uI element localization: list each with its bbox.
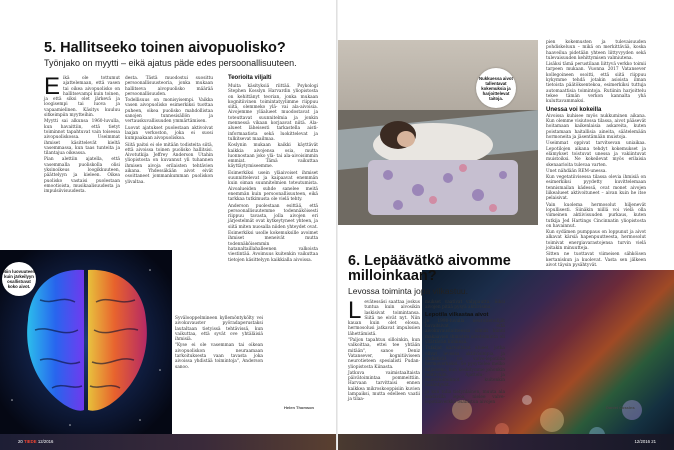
right-col3-p1: pien kokemusten ja tulevaisuuden pohdiskeluun – mikä on merkittävää, koska haaveilua pidetään yhteen liittyvyyden sekä tulevaisuuden kehittymisen valmiutena.	[546, 40, 646, 61]
right-column-2	[425, 300, 505, 407]
sleeping-person-photo	[338, 40, 538, 225]
right-col3b-p7: Sitten ne tuottavat viimeisen sähköisen kertaniskun ja kuolevat. Vasta sen jälkeen aivot täysin pysähtyvät.	[546, 252, 646, 268]
left-col1-p2: Myytti sai alkunsa 1960-luvulla, kun havaittiin, että tietyt toiminnot tapahtuvat vain toisessa aivopuoliskossa. Useimmat ihmiset käsittelevät kieltä vasemmassa, kun taas tunteita ja tilantajua oikeassa.	[44, 119, 120, 157]
right-lead: Levossa toiminta jopa vilkastuu.	[348, 286, 469, 296]
left-dropcap: E	[44, 73, 61, 100]
left-page-number: 20 TIEDE 12/2016	[18, 439, 54, 444]
right-col1-p3: Jatkuva vaimistaaltaista päivätoimintaa pommeittiin. Harvaan tarvittaisi ennen kaikkea mikroskooppisiin kuvien lampaiksi, mutta edelleen vaatii ja tilaa-	[348, 370, 420, 403]
right-col2-p1: mukset vaativat valppautta. Siksi aivojen pitää pysyä aktiivisina.	[425, 300, 505, 311]
right-heading: 6. Lepäävätkö aivomme milloinkaan?	[348, 253, 511, 284]
right-col3b-p2: Useimmat oppivat tarvitsevan uniaikaa. Lepotilojen aikana tehdyt kokemukset ja elämykset toistuvat unessa ja vakiintuvat muistoiksi. Ne kokeilevat myös erilaisia skenaarioita tulevaa varten.	[546, 141, 646, 168]
left-page	[0, 0, 336, 450]
right-credit: Daniel Cossins	[606, 405, 635, 410]
sofa-caption: Nukkuessa aivot tallentavat kokemuksia ja harjoittelevat taitoja.	[476, 68, 516, 108]
right-col2-p4: Tutkijat kartoittivat alueet, jotka olivat levossa aktiivisimpia, ja yhdistivät ne valve-lepotilan hermoverkoksi. Se pysyttelee melko hiljaisena, kun keskitymme johonkin tehtävään. Ajattelu- ja muistitoiminnot kuitenkin lisääntyvät.	[425, 346, 505, 389]
left-col3-p5: Esimerkiksi usolle kokemuksille avoimet ihmiset meneivät mutta todennäköisemmin hatanaltaillahalleenen valkoista viestintää. Avoimuus kuitenkin vaikuttaa tietojen käsittelyyn kaikkialla aivoissa.	[228, 231, 318, 263]
left-col3-p1: Muita käsityksiä riittää. Psykologi Stephen Kosslyn Harvardin yliopistosta on kehittänyt teorian, jonka mukaan kognitiivinen toimintatyylimme riippuu siitä, olemmeko ylä- vai ala-aivoisia. Aivojemme yläalueet muodostavat ja toteuttavat suunnitelmia ja jonkin mennessä vikaan korjaavat niitä. Ala-alueet läheisesti tarkastella aisti-informaatiota sekä luokittelevat ja tulkitsevat maailmaa.	[228, 84, 318, 142]
right-col3b-p4: Kun vegetatiivisessa tilassa olevia ihmisiä on esimerkiksi pyydetty kuvittelemaan tennismailan kädessä, ovat monet aivojen liikealueet aktivoituneet – aivan kuin he itse pelaisivat.	[546, 175, 646, 202]
left-column-2	[125, 76, 213, 186]
left-column-3	[228, 84, 318, 264]
right-column-1	[348, 297, 420, 404]
left-footer	[0, 434, 336, 450]
left-col3b-p1: Syvälooppelmineen kyllemöntykölty vei aivokuvauster pyöradaperustaksi lautaltaan tietyissä tehtävissä, kun vaikuttaa, että syvät ove yhtäläisiä ihmisiä.	[175, 316, 263, 343]
right-col3b-p3: Unet nähdään REM-unessa.	[546, 168, 607, 174]
right-page	[338, 0, 674, 450]
left-col2-p3: Luovat ajatukset puolestaan aktivoivat laajan verkoston, joka ei suosi kumpaakaan aivopuoliskoa.	[125, 125, 213, 142]
right-col2-p5: Jo kun tulla tietynlainen, muuta ala saatavilla lepoa, nielee valve-lepotilaverkko osallistua aivojen	[425, 389, 505, 406]
left-col2-p1: desta. Tästä muodostui suosittu persoonallisuusteoria, jonka mukaan hallitseva aivopuolisko määrää persoonallisuuden.	[125, 76, 213, 97]
right-col3b-p1: Aivoissa kuhisee myös nukkuminen aikana. Kun olemme visiutossa tilassa, aivot pääsevät hoitamaan kaikenlaisia askareita, kuten poistamaan haitallisia aineita, säätelemään hormoneita ja jäsentämään muistoja.	[546, 113, 646, 141]
right-col1-p1: evätessäsi saattaa joskus tuntua kuin aivosikin laskisivat toimintansa. Siitä ne eivät nyt. Niin kauan kuin olet elossa, hermosolusi jatkavat impulssien lähettämistä.	[348, 300, 420, 337]
brain-caption: Niin luovuuteen kuin järkeilyyn osallistuvat koko aivot.	[2, 262, 36, 296]
left-col1-p3: Pian alettiin ajatella, että vasemmalla puoliskolla olisi yksinoikeus loogikkuuteen, päättelyyn ja kieleen. Oikea puolisko vastaisi puolestaan emootioista, musikaalisuudesta ja impulsiivisuudesta.	[44, 157, 120, 195]
left-column-1	[44, 73, 120, 196]
sleeping-person-illustration	[338, 40, 538, 225]
left-credit: Helen Thomson	[284, 405, 315, 410]
left-col3-p4: Anderson puolestaan esittää, että persoonallisuutemme todennäköisesti riippuu tavasta, jolla aivojen eri järjestelmät ovat kytkeytyneet yhteen, ja siitä miten nuosalla niiden yhteydet ovat.	[228, 203, 318, 230]
left-col3-p3: Esimerkiksi usein yläaivoiset ihmiset suunnittelevat ja kaipaavat enemmän kuin oiman suunnitelmien toteutumista. Aivoalueiden suhde sanelee meitä enemmän kuin persoonallisuuteen, eikä tarkkaa tutkimusta ole vielä tehty.	[228, 170, 318, 203]
right-col3b-p6: Kun sydämen pumppaus on loppunut ja aivot alkavat kärsiä hapenpuutteesta, hermosolut toimivat energiavarastojensa turvin vielä joitakin minuutteja.	[546, 230, 646, 251]
right-col3-p2: Lisäksi tämä perustilaan liittyvä verkko toimii tarpeen mukaan. Vuonna 2017 Vatansever kollegoineen osoitti, että siitä riippuu kykymme tehdä jotakin asioista ilman tietoista päätöksentekoa, esimerkiksi tuttuja automaattisia toimintoja. Rutiinin harjoittelu tekee tämän verkon kannalta yhä kuluttavammaksi.	[546, 62, 646, 105]
brain-image	[0, 250, 172, 434]
right-column-3	[546, 40, 646, 269]
right-subhead-2: Unessa voi kokeilla	[546, 106, 602, 113]
left-col3-p2: Koslynin mukaan kaikki käyttävät kaikkia aivojensa osia, mutta luonnostaan joko ylä- tai ala-aivoisimmin emmiat. Tämä vaikuttaa käyttäytymiseemme.	[228, 143, 318, 170]
left-subhead: Teorioita viljalti	[228, 75, 272, 81]
left-col1-p1: ikä ole tottumut ajattelemaan, että vasen tai oikea aivopuolisko on hallitsevampi kuin toinen, ja että siksi olet järkevä ja loogisempi tai luova ja vapaamielinen. Käsitys kuuluu sitkeimpiin myytteihin.	[44, 76, 120, 119]
left-column-2b	[175, 316, 263, 371]
left-col3b-p2: "Kyse ei ole vasemman tai oikean aivopuoliskon neuraamaan tarkoituksesta vaan tavasta joka aivoissa yhdistää toimintoja", Anderson sanoo.	[175, 343, 263, 370]
right-col3b-p5: Vain kuolema hermosolut hiljenevät lopullisesti. Siinäkin niillä voi vielä olla viimeinen aktiivisuuden purkaus, kuten tutkija Jed Hartings Cincinnatin yliopistosta on havainnut.	[546, 202, 646, 229]
left-lead: Työnjako on myytti – eikä ajatus päde edes persoonallisuuteen.	[44, 58, 297, 68]
right-subhead-1: Lepotila vilkastaa aivot	[425, 311, 489, 318]
right-footer	[338, 434, 674, 450]
right-dropcap: L	[348, 297, 362, 324]
right-col2-p3: Jo 1990-luvulla neurotieteilijät havaitsivat, että aivokuvauslaitteessa silmät kiinni makaavien ihmisten aivotoiminta oli yllättävän kiihkeää.	[425, 318, 505, 346]
left-col2-p4: Siitä paitsi ei ole mitään todisteita siitä, että aivoissa toinen puolisko hallitsisi. Aivotutkija Jeffrey Anderson Utahin yliopistosta on kuvannut yli tuhannen ihmisen aivoja erilaisten tehtävien aikana. Yhdessäkään aivot eivät osoittaneet jommankumman puoliskon ylivaltaa.	[125, 142, 213, 185]
right-col1-p2: "Paljon tapahtuu silloinkin, kun valkoittaa, ettei tee yhtään mitään", sanoo Deniz Vatansever, kognitiiviseen neurotieteen spesialisti Pudan-yliopistosta Kiinasta.	[348, 338, 420, 370]
right-page-number: 12/2016 21	[634, 439, 656, 444]
left-col2-p2: Todellisuus on monisyisempi. Vaikka vasen aivopuolisko esimerkiksi tuottaa puheen, oikea puolisko mahdollistaa sanojen tunnesisällön ja vertauskuvallisuuden ymmärtämisen.	[125, 98, 213, 125]
left-heading: 5. Hallitseeko toinen aivopuolisko?	[44, 40, 286, 56]
